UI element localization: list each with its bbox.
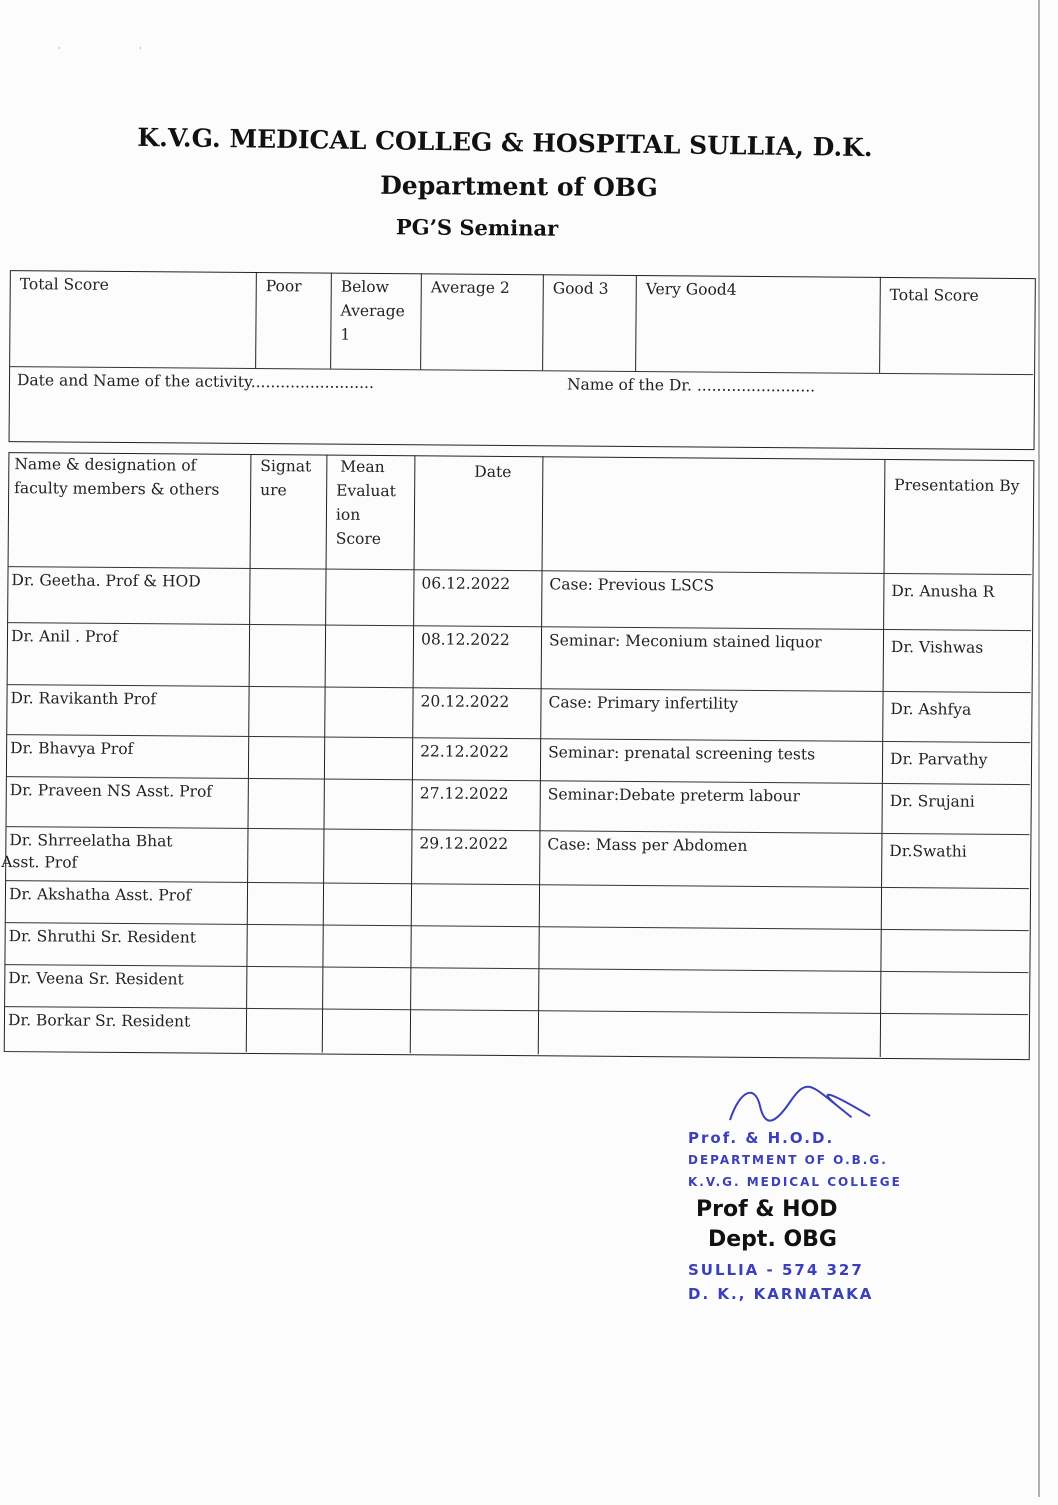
faculty-name: Dr. Akshatha Asst. Prof bbox=[8, 885, 192, 905]
activity-date: 27.12.2022 bbox=[419, 784, 509, 804]
score-col-total-right: Total Score bbox=[889, 285, 979, 305]
header-presenter: Presentation By bbox=[894, 476, 1020, 496]
score-col-below-avg-2: Average bbox=[340, 301, 405, 321]
presenter-name: Dr. Vishwas bbox=[890, 638, 984, 657]
faculty-name: Dr. Anil . Prof bbox=[10, 627, 118, 646]
department-title: Department of OBG bbox=[380, 170, 658, 203]
signature-scribble-icon bbox=[720, 1082, 890, 1126]
score-col-below-avg-3: 1 bbox=[340, 325, 351, 344]
faculty-name: Dr. Shruthi Sr. Resident bbox=[8, 927, 197, 947]
header-name-1: Name & designation of bbox=[14, 455, 197, 475]
faculty-name: Dr. Shrreelatha Bhat bbox=[9, 831, 173, 851]
score-col-poor: Poor bbox=[265, 277, 302, 296]
stamp-line-3: K.V.G. MEDICAL COLLEGE bbox=[688, 1175, 902, 1189]
presenter-name: Dr. Anusha R bbox=[891, 582, 995, 601]
hod-dept: Dept. OBG bbox=[708, 1227, 837, 1252]
score-col-very-good: Very Good4 bbox=[645, 280, 737, 299]
activity-date: 06.12.2022 bbox=[421, 574, 511, 594]
score-col-total: Total Score bbox=[19, 275, 109, 294]
document-subtitle: PG’S Seminar bbox=[395, 214, 559, 241]
faculty-name: Dr. Bhavya Prof bbox=[10, 739, 134, 759]
faculty-name: Dr. Ravikanth Prof bbox=[10, 689, 157, 709]
activity-topic: Case: Mass per Abdomen bbox=[547, 835, 748, 855]
presenter-name: Dr. Parvathy bbox=[889, 750, 988, 769]
stamp-line-2: DEPARTMENT OF O.B.G. bbox=[688, 1153, 888, 1167]
activity-date: 22.12.2022 bbox=[420, 742, 509, 762]
faculty-name: Dr. Veena Sr. Resident bbox=[8, 969, 184, 989]
stamp-line-1: Prof. & H.O.D. bbox=[688, 1129, 835, 1147]
activity-topic: Seminar: Meconium stained liquor bbox=[548, 631, 822, 652]
stamp-line-4: SULLIA - 574 327 bbox=[688, 1261, 864, 1279]
stamp-line-5: D. K., KARNATAKA bbox=[688, 1285, 874, 1303]
header-name-2: faculty members & others bbox=[14, 479, 220, 499]
faculty-name: Dr. Geetha. Prof & HOD bbox=[11, 571, 201, 591]
score-col-below-avg-1: Below bbox=[340, 277, 389, 297]
faculty-name: Dr. Borkar Sr. Resident bbox=[7, 1011, 191, 1031]
header-mean-1: Mean bbox=[340, 457, 385, 477]
activity-topic: Seminar: prenatal screening tests bbox=[548, 743, 816, 764]
header-signature-1: Signat bbox=[260, 457, 312, 476]
header-mean-4: Score bbox=[335, 529, 382, 549]
date-activity-label: Date and Name of the activity......................... bbox=[16, 371, 374, 392]
score-col-good: Good 3 bbox=[552, 279, 609, 298]
score-table bbox=[9, 270, 1036, 450]
scan-specks: · · bbox=[58, 44, 180, 53]
header-date: Date bbox=[474, 462, 512, 482]
faculty-designation: Asst. Prof bbox=[1, 853, 78, 872]
activity-topic: Case: Primary infertility bbox=[548, 693, 739, 713]
activity-date: 08.12.2022 bbox=[420, 630, 510, 650]
activity-date: 20.12.2022 bbox=[420, 692, 510, 712]
header-signature-2: ure bbox=[260, 481, 287, 500]
header-mean-3: ion bbox=[335, 505, 361, 524]
institution-title: K.V.G. MEDICAL COLLEG & HOSPITAL SULLIA, D.K. bbox=[137, 122, 873, 163]
activity-date: 29.12.2022 bbox=[419, 834, 509, 854]
activity-topic: Seminar:Debate preterm labour bbox=[547, 785, 801, 806]
doctor-name-label: Name of the Dr. ........................ bbox=[566, 375, 816, 396]
score-col-average: Average 2 bbox=[430, 278, 510, 298]
hod-title: Prof & HOD bbox=[696, 1197, 838, 1222]
presenter-name: Dr.Swathi bbox=[889, 842, 967, 861]
activity-topic: Case: Previous LSCS bbox=[549, 575, 715, 595]
presenter-name: Dr. Srujani bbox=[889, 792, 975, 811]
header-mean-2: Evaluat bbox=[336, 481, 396, 501]
faculty-name: Dr. Praveen NS Asst. Prof bbox=[9, 781, 213, 801]
presenter-name: Dr. Ashfya bbox=[890, 700, 972, 719]
hod-stamp bbox=[680, 1082, 1010, 1342]
